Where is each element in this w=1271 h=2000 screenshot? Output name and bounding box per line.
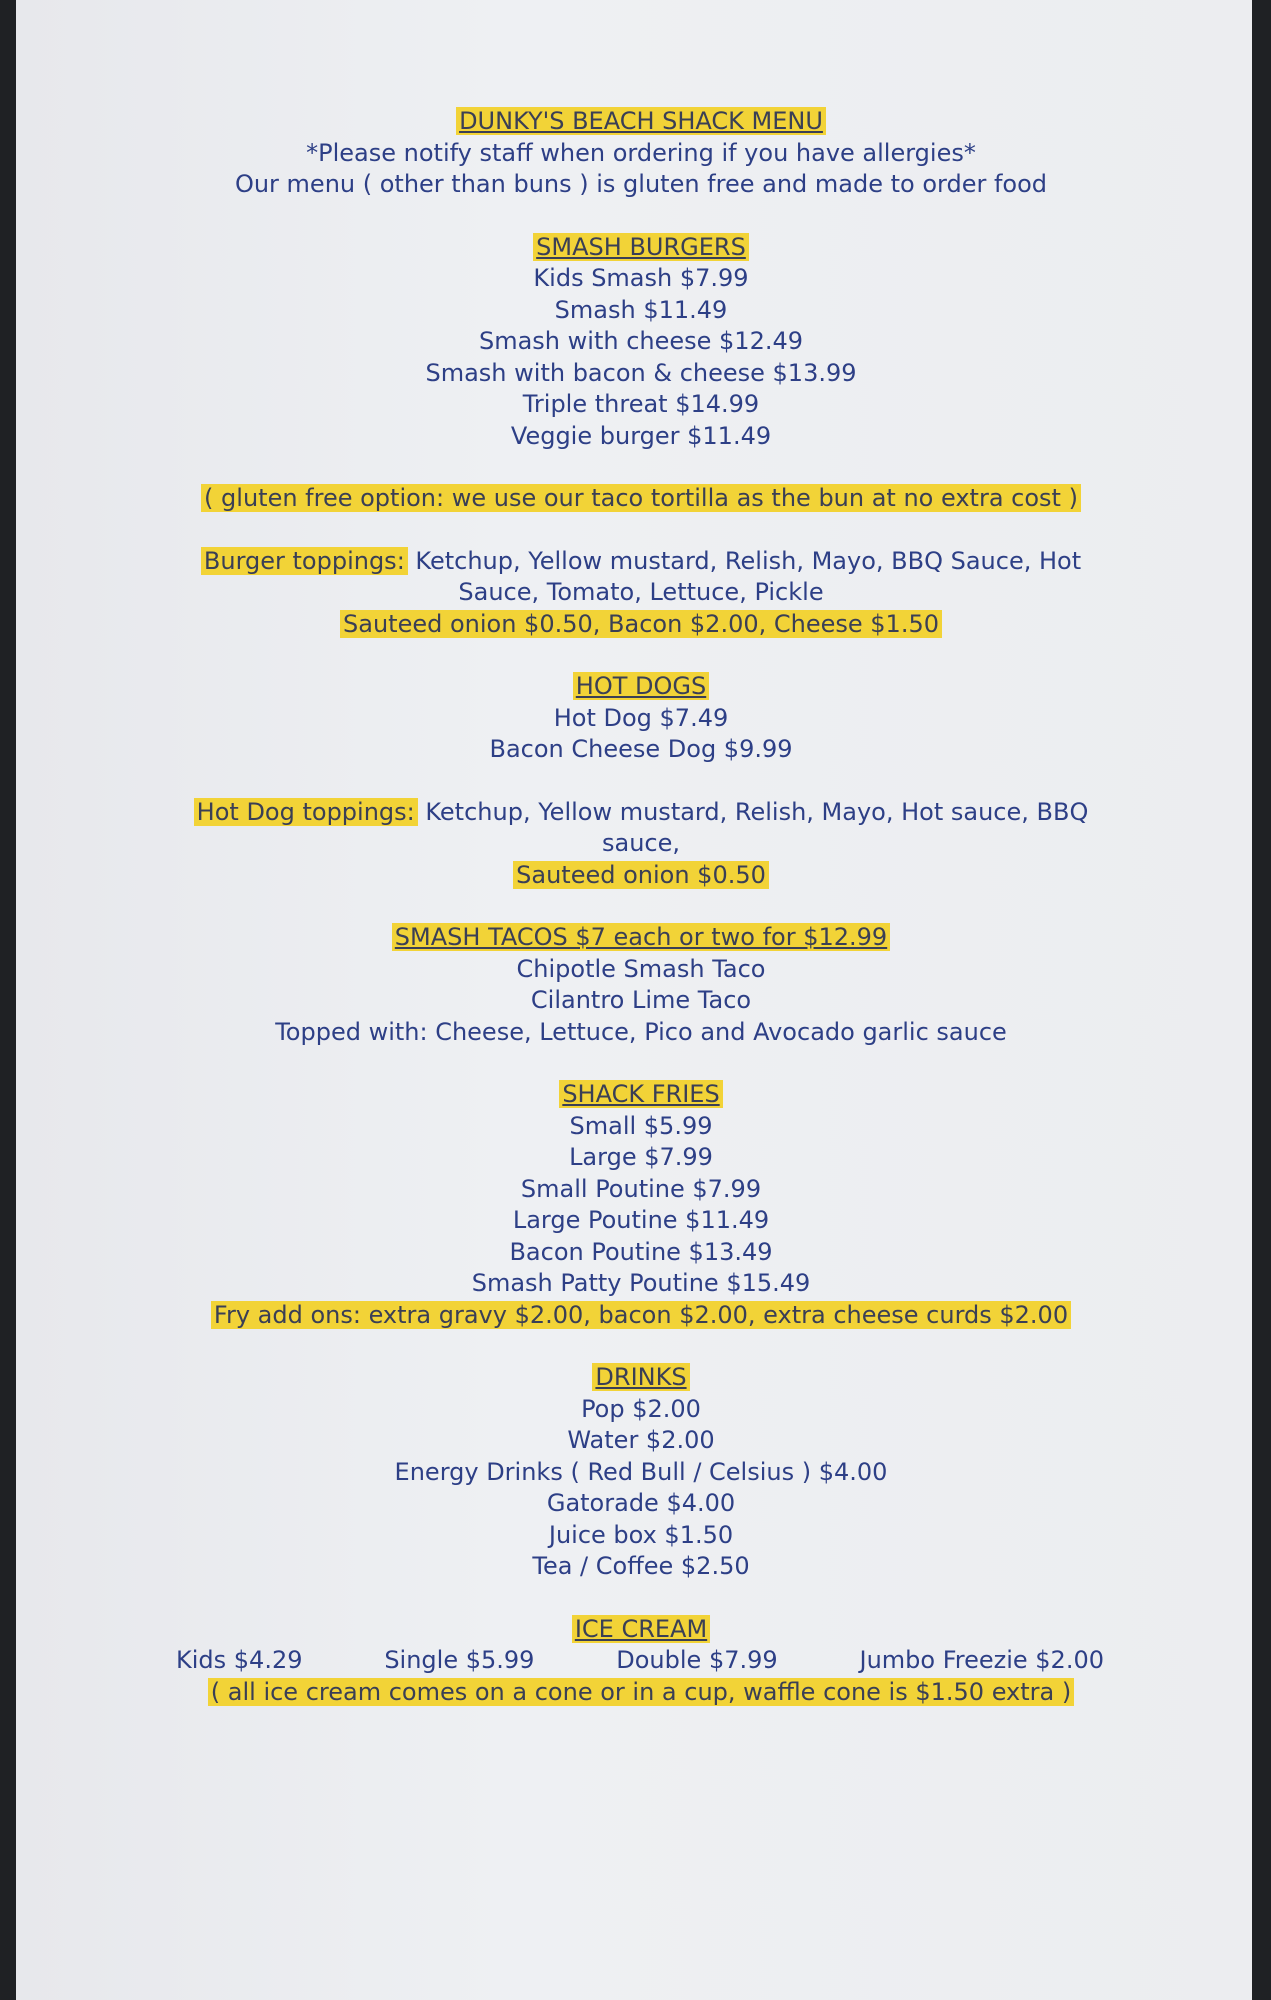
tacos-heading: SMASH TACOS $7 each or two for $12.99 [166, 922, 1116, 954]
allergy-notice: *Please notify staff when ordering if you have allergies* [306, 138, 976, 167]
menu-item: Smash Patty Poutine $15.49 [471, 1269, 811, 1297]
taco-toppings: Topped with: Cheese, Lettuce, Pico and Avocado garlic sauce [275, 1017, 1007, 1046]
menu-item: Energy Drinks ( Red Bull / Celsius ) $4.00 [394, 1457, 888, 1486]
burger-extras: Sauteed onion $0.50, Bacon $2.00, Cheese $1.50 [166, 609, 1116, 641]
icecream-prices [166, 1645, 1116, 1677]
drinks-heading: DRINKS [166, 1362, 1116, 1394]
menu-paper [16, 0, 1252, 2000]
gluten-note: Our menu ( other than buns ) is gluten free and made to order food [234, 170, 1048, 198]
menu-item: Gatorade $4.00 [546, 1489, 736, 1517]
menu-item: Bacon Poutine $13.49 [509, 1237, 773, 1266]
menu-item: Tea / Coffee $2.50 [532, 1552, 750, 1580]
menu-item: Bacon Cheese Dog $9.99 [489, 735, 793, 763]
icecream-heading: ICE CREAM [166, 1614, 1116, 1646]
menu-item: Jumbo Freezie $2.00 [859, 1646, 1104, 1674]
menu-item: Triple threat $14.99 [522, 390, 760, 418]
menu-item: Smash with bacon & cheese $13.99 [425, 358, 857, 387]
menu-item: Chipotle Smash Taco [516, 954, 766, 983]
menu-content [166, 106, 1116, 1708]
menu-item: Water $2.00 [567, 1426, 715, 1454]
menu-item: Cilantro Lime Taco [530, 986, 752, 1014]
menu-item: Pop $2.00 [581, 1394, 701, 1423]
menu-item: Small Poutine $7.99 [520, 1174, 762, 1203]
burger-toppings-cont: Sauce, Tomato, Lettuce, Pickle [458, 578, 824, 606]
menu-item: Large $7.99 [569, 1143, 713, 1171]
fry-addons: Fry add ons: extra gravy $2.00, bacon $2.00, extra cheese curds $2.00 [166, 1300, 1116, 1332]
hotdog-toppings: Hot Dog toppings: Ketchup, Yellow mustard, Relish, Mayo, Hot sauce, BBQ [166, 797, 1116, 829]
menu-item: Small $5.99 [569, 1111, 713, 1140]
menu-item: Kids Smash $7.99 [533, 264, 749, 292]
menu-item: Large Poutine $11.49 [512, 1206, 770, 1234]
burger-toppings: Burger toppings: Ketchup, Yellow mustard, Relish, Mayo, BBQ Sauce, Hot [166, 546, 1116, 578]
hotdogs-heading: HOT DOGS [166, 671, 1116, 703]
menu-item: Smash $11.49 [554, 295, 728, 324]
menu-item: Single $5.99 [384, 1646, 535, 1674]
burgers-heading: SMASH BURGERS [166, 232, 1116, 264]
menu-item: Juice box $1.50 [548, 1520, 734, 1549]
menu-title: DUNKY'S BEACH SHACK MENU [166, 106, 1116, 138]
gluten-free-option: ( gluten free option: we use our taco tortilla as the bun at no extra cost ) [166, 483, 1116, 515]
menu-item: Kids $4.29 [176, 1646, 303, 1674]
hotdog-toppings-cont: sauce, [601, 829, 680, 857]
menu-item: Smash with cheese $12.49 [478, 327, 804, 355]
hotdog-extras: Sauteed onion $0.50 [166, 860, 1116, 892]
menu-item: Hot Dog $7.49 [553, 703, 729, 732]
fries-heading: SHACK FRIES [166, 1079, 1116, 1111]
menu-item: Veggie burger $11.49 [510, 421, 772, 450]
icecream-note: ( all ice cream comes on a cone or in a cup, waffle cone is $1.50 extra ) [166, 1677, 1116, 1709]
menu-item: Double $7.99 [616, 1646, 778, 1674]
